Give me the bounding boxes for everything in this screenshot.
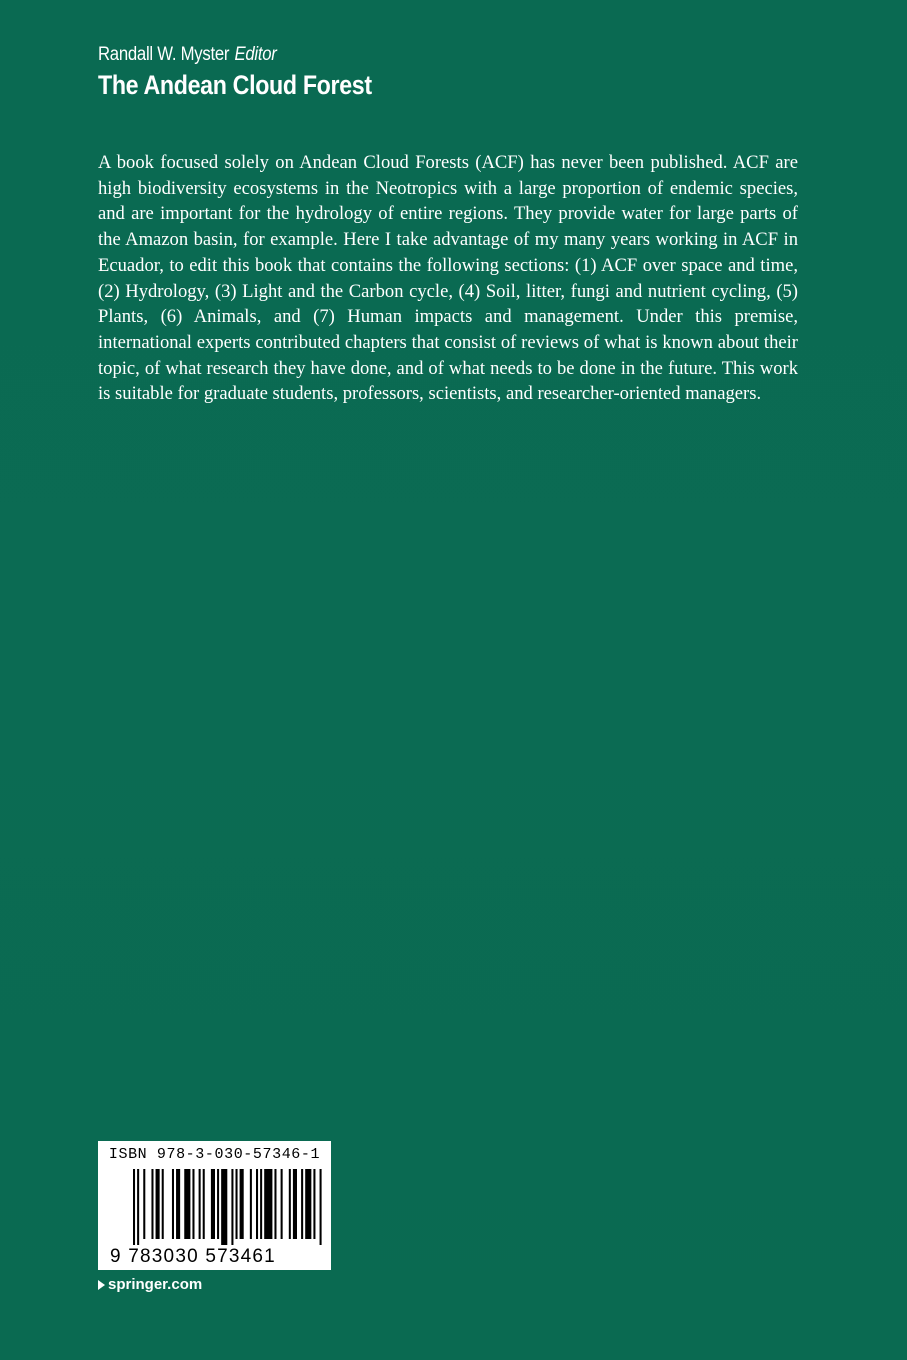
arrow-right-icon <box>98 1280 105 1290</box>
barcode-bar <box>301 1169 303 1239</box>
barcode-bar <box>199 1169 201 1239</box>
barcode-bar <box>133 1169 135 1245</box>
editor-role: Editor <box>234 44 277 65</box>
barcode-bar <box>281 1169 283 1239</box>
barcode-bar <box>274 1169 276 1239</box>
isbn-barcode <box>98 1141 331 1270</box>
barcode-bar <box>137 1169 139 1245</box>
book-title: The Andean Cloud Forest <box>98 70 372 100</box>
editor-name: Randall W. Myster <box>98 44 230 65</box>
barcode-digits: 9 783030 573461 <box>110 1246 276 1267</box>
barcode-bar <box>231 1169 233 1245</box>
barcode-bar <box>162 1169 164 1239</box>
barcode-bar <box>293 1169 297 1239</box>
barcode-bar <box>156 1169 160 1239</box>
barcode-bar <box>203 1169 205 1239</box>
barcode-bar <box>260 1169 262 1239</box>
barcode-bar <box>236 1169 238 1239</box>
barcode-bar <box>313 1169 315 1239</box>
editor-line <box>98 44 378 66</box>
barcode-bar <box>264 1169 272 1239</box>
barcode-bar <box>176 1169 180 1239</box>
barcode-bar <box>184 1169 190 1239</box>
barcode-bar <box>250 1169 252 1239</box>
barcode-bar <box>143 1169 145 1239</box>
barcode-bar <box>192 1169 194 1239</box>
barcode-bar <box>221 1169 227 1245</box>
book-description: A book focused solely on Andean Cloud Forests (ACF) has never been published. ACF are high biodiversity ecosystems in the Neotropics with a large proportion of endemic species, and are important for the hydrology of entire regions. They provide water for large parts of the Amazon basin, for example. Here I take advantage of my many years working in ACF in Ecuador, to edit this book that contains the following sections: (1) ACF over space and time, (2) Hydrology, (3) Light and the Carbon cycle, (4) Soil, litter, fungi and nutrient cycling, (5) Plants, (6) Animals, and (7) Human impacts and management. Under this premise, international experts contributed chapters that consist of reviews of what is known about their topic, of what research they have done, and of what needs to be done in the future. This work is suitable for graduate students, professors, scientists, and researcher-oriented managers. <box>98 152 798 405</box>
barcode-bar <box>172 1169 174 1239</box>
website-text: springer.com <box>108 1276 203 1293</box>
website-link[interactable] <box>98 1276 202 1293</box>
barcode-bar <box>289 1169 291 1239</box>
barcode-bar <box>211 1169 215 1239</box>
barcode-bar <box>256 1169 258 1239</box>
barcode-bar <box>151 1169 153 1239</box>
isbn-label: ISBN 978-3-030-57346-1 <box>108 1146 321 1163</box>
header <box>98 44 416 101</box>
barcode-bar <box>320 1169 322 1245</box>
barcode-bar <box>217 1169 219 1239</box>
barcode-bar <box>240 1169 244 1239</box>
barcode-bar <box>305 1169 311 1239</box>
